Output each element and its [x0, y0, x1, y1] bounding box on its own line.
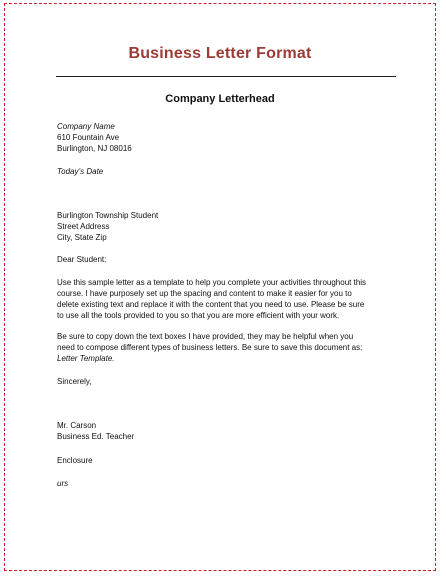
sender-address	[57, 121, 407, 154]
recipient-street: Street Address	[57, 222, 110, 231]
typist-initials: urs	[57, 479, 69, 488]
closing: Sincerely,	[57, 377, 92, 386]
paragraph-line: delete existing text and replace it with the content that you need to use. Please be sure	[57, 300, 365, 309]
date-line: Today’s Date	[57, 167, 104, 176]
template-filename: Letter Template.	[57, 354, 115, 363]
paragraph-line: to use all the tools provided to you so that you are more efficient with your work.	[57, 311, 340, 320]
signer-title: Business Ed. Teacher	[57, 432, 135, 441]
sender-company-name: Company Name	[57, 122, 115, 131]
paragraph-line: need to compose different types of business letters. Be sure to save this document as:	[57, 343, 363, 352]
salutation: Dear Student:	[57, 255, 107, 264]
body-paragraph-1	[57, 277, 407, 321]
body-paragraph-2	[57, 331, 407, 364]
recipient-city: City, State Zip	[57, 233, 107, 242]
signer-name: Mr. Carson	[57, 421, 97, 430]
paragraph-line: course. I have purposely set up the spacing and content to make it easier for you to	[57, 289, 352, 298]
company-letterhead: Company Letterhead	[165, 93, 275, 105]
recipient-address	[57, 210, 407, 243]
document-title: Business Letter Format	[128, 45, 312, 62]
sender-street: 610 Fountain Ave	[57, 133, 120, 142]
paragraph-line: Be sure to copy down the text boxes I have provided, they may be helpful when you	[57, 332, 354, 341]
sender-city: Burlington, NJ 08016	[57, 144, 132, 153]
paragraph-line: Use this sample letter as a template to help you complete your activities throughout this	[57, 278, 367, 287]
letter-page	[4, 3, 436, 571]
signature-block	[57, 420, 407, 442]
recipient-name: Burlington Township Student	[57, 211, 159, 220]
enclosure-note: Enclosure	[57, 456, 93, 465]
title-divider	[56, 76, 396, 77]
